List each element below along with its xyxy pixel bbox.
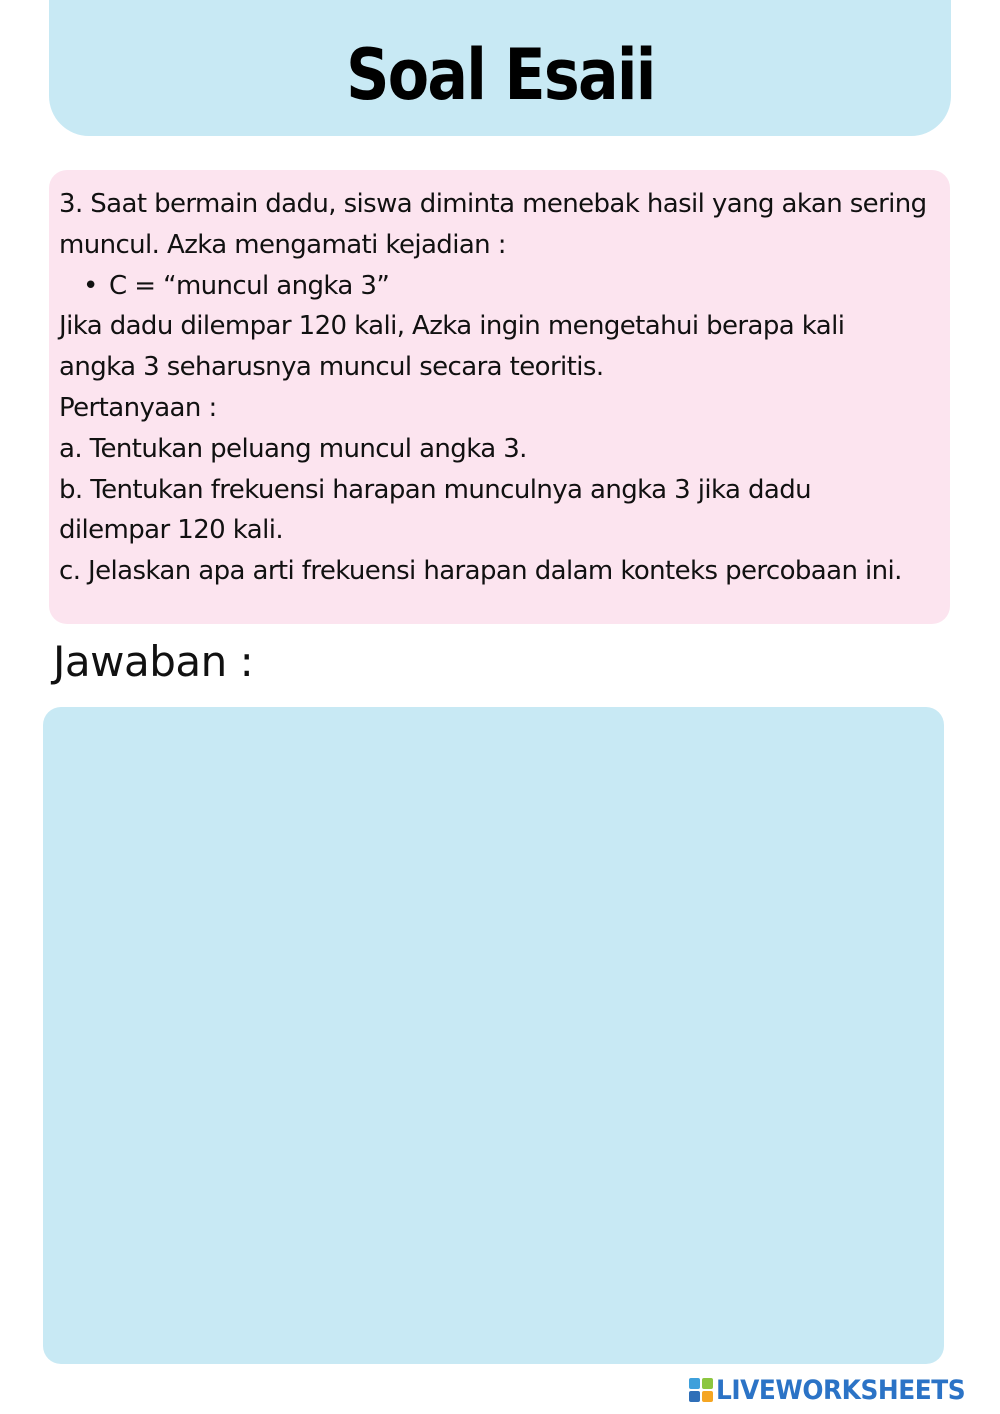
question-line: dilempar 120 kali. [59,515,283,546]
question-bullet-item [59,266,950,307]
question-line: a. Tentukan peluang muncul angka 3. [59,433,527,464]
brand-name: LIVEWORKSHEETS [716,1374,966,1406]
page-title: Soal Esaii [345,34,655,116]
question-line: Pertanyaan : [59,392,217,423]
logo-cell [702,1391,713,1402]
question-line: b. Tentukan frekuensi harapan munculnya angka 3 jika dadu [59,474,811,505]
title-banner [49,0,951,136]
liveworksheets-logo [689,1373,987,1407]
logo-cell [689,1378,700,1389]
bullet-text: C = “muncul angka 3” [109,270,390,301]
logo-grid-icon [689,1378,713,1402]
question-line: 3. Saat bermain dadu, siswa diminta menebak hasil yang akan sering [59,189,927,219]
bullet-icon: • [83,270,98,301]
question-line: muncul. Azka mengamati kejadian : [59,229,506,260]
question-box [49,170,950,624]
question-line: angka 3 seharusnya muncul secara teoritis. [59,352,604,383]
logo-cell [702,1378,713,1389]
question-line: Jika dadu dilempar 120 kali, Azka ingin mengetahui berapa kali [59,311,845,342]
answer-label: Jawaban : [53,637,254,686]
question-line: c. Jelaskan apa arti frekuensi harapan dalam konteks percobaan ini. [59,556,902,587]
logo-cell [689,1391,700,1402]
answer-textarea[interactable] [43,707,944,1364]
